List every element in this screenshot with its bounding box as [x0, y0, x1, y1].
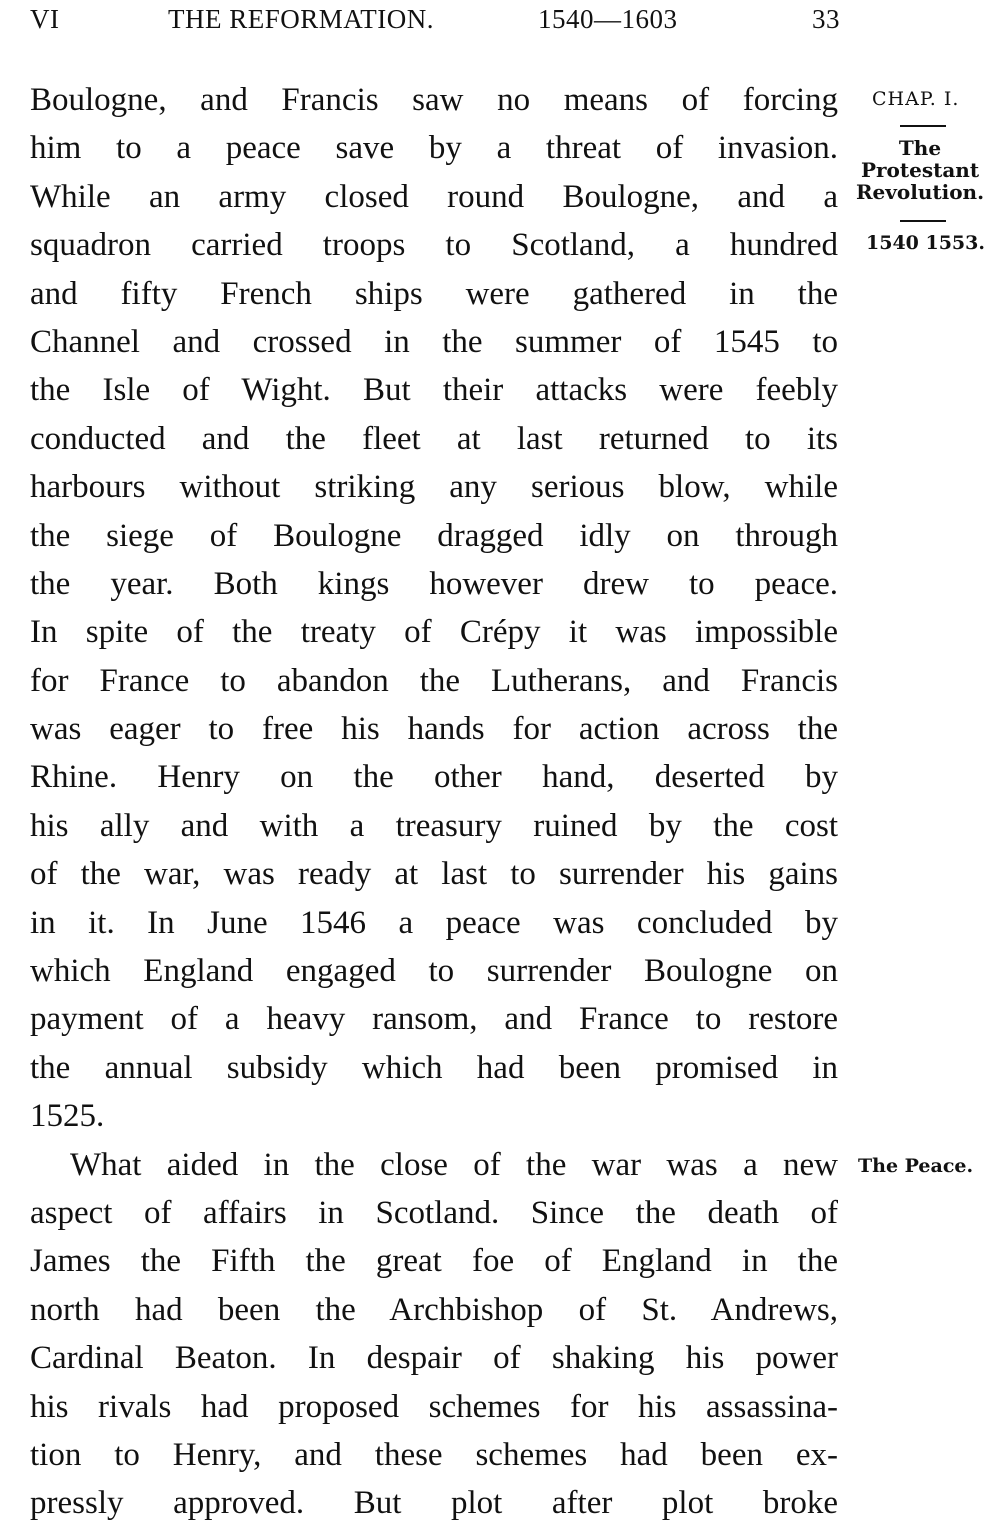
text-line: was eager to free his hands for action across the: [30, 711, 838, 748]
text-line: tion to Henry, and these schemes had been ex-: [30, 1436, 838, 1473]
page-number: 33: [812, 4, 840, 34]
text-line: for France to abandon the Lutherans, and Francis: [30, 662, 838, 699]
text-line: Cardinal Beaton. In despair of shaking his power: [30, 1340, 838, 1377]
margin-divider: [900, 125, 946, 127]
text-line: in it. In June 1546 a peace was concluded by: [30, 904, 838, 941]
text-line: which England engaged to surrender Boulogne on: [30, 953, 838, 990]
running-header: [30, 4, 840, 40]
text-line: conducted and the fleet at last returned to its: [30, 420, 838, 457]
text-line: Rhine. Henry on the other hand, deserted by: [30, 759, 838, 796]
header-title: THE REFORMATION.: [168, 4, 435, 34]
text-line: the year. Both kings however drew to peace.: [30, 565, 838, 602]
text-line: the siege of Boulogne dragged idly on through: [30, 517, 838, 554]
text-line: pressly approved. But plot after plot broke: [30, 1485, 838, 1522]
text-line: 1525.: [30, 1098, 105, 1135]
text-line: north had been the Archbishop of St. Andrews,: [30, 1291, 838, 1328]
text-line: In spite of the treaty of Crépy it was impossible: [30, 614, 838, 651]
header-chapter-number: VI: [30, 4, 60, 34]
text-line: payment of a heavy ransom, and France to restore: [30, 1001, 838, 1038]
text-line: While an army closed round Boulogne, and a: [30, 178, 838, 215]
text-line: aspect of affairs in Scotland. Since the death of: [30, 1194, 838, 1231]
text-line: and fifty French ships were gathered in the: [30, 275, 838, 312]
margin-chapter-label: CHAP. I.: [872, 88, 960, 110]
text-line: him to a peace save by a threat of invasion.: [30, 130, 838, 167]
margin-section-line: Revolution.: [855, 180, 985, 204]
text-line: harbours without striking any serious blow, while: [30, 469, 838, 506]
text-line: of the war, was ready at last to surrender his gains: [30, 856, 838, 893]
text-line: his rivals had proposed schemes for his assassina-: [30, 1388, 838, 1425]
text-line: Boulogne, and Francis saw no means of forcing: [30, 82, 838, 118]
text-line: his ally and with a treasury ruined by the cost: [30, 807, 838, 844]
header-dates: 1540—1603: [538, 4, 678, 34]
margin-dates: 1540 1553.: [866, 232, 985, 254]
body-text: [30, 76, 838, 1528]
text-line: Channel and crossed in the summer of 1545 to: [30, 323, 838, 360]
text-line: What aided in the close of the war was a new: [70, 1146, 838, 1183]
text-line: James the Fifth the great foe of England in the: [30, 1243, 838, 1280]
text-line: the annual subsidy which had been promised in: [30, 1049, 838, 1086]
text-line: the Isle of Wight. But their attacks were feebly: [30, 372, 838, 409]
margin-section-title: [850, 137, 990, 203]
margin-section-line: Protestant: [860, 158, 980, 182]
margin-section-line: The: [898, 136, 942, 160]
margin-note-peace: The Peace.: [858, 1155, 974, 1177]
margin-divider: [900, 220, 946, 222]
text-line: squadron carried troops to Scotland, a hundred: [30, 227, 838, 264]
